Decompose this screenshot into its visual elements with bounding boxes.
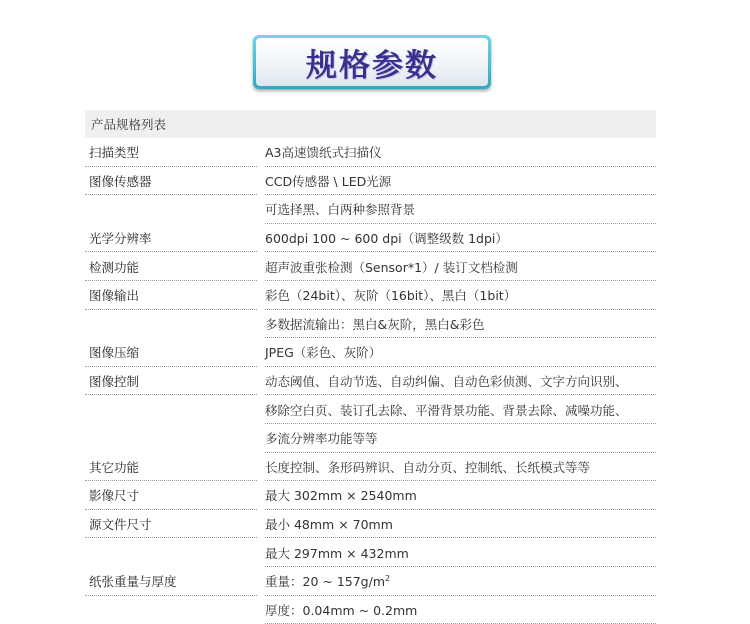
spec-row	[85, 395, 656, 424]
spec-row	[85, 510, 656, 539]
spec-value	[265, 172, 656, 190]
spec-row	[85, 596, 656, 624]
spec-value-text: 重量：20 ~ 157g/m	[265, 574, 386, 590]
spec-row	[85, 453, 656, 482]
spec-value-text: 最大 302mm × 2540mm	[265, 488, 417, 504]
spec-label: 其它功能	[89, 459, 140, 475]
spec-row	[85, 538, 656, 567]
spec-value-text: A3高速馈纸式扫描仪	[265, 145, 382, 161]
spec-row	[85, 424, 656, 453]
spec-label: 检测功能	[89, 259, 140, 275]
spec-label: 图像输出	[89, 288, 140, 304]
spec-row	[85, 338, 656, 367]
spec-row	[85, 567, 656, 596]
spec-value	[265, 315, 656, 333]
spec-label: 图像传感器	[89, 173, 152, 189]
spec-row	[85, 367, 656, 396]
spec-value-text: CCD传感器 \ LED光源	[265, 173, 392, 189]
spec-value	[265, 229, 656, 247]
spec-label: 影像尺寸	[89, 488, 140, 504]
spec-row	[85, 281, 656, 310]
spec-label: 图像控制	[89, 374, 140, 390]
spec-table	[85, 110, 656, 624]
spec-label: 扫描类型	[89, 145, 140, 161]
spec-value	[265, 572, 656, 590]
spec-value	[265, 372, 656, 390]
spec-label: 纸张重量与厚度	[89, 574, 177, 590]
spec-rows	[85, 138, 656, 624]
spec-value	[265, 544, 656, 562]
spec-row	[85, 252, 656, 281]
spec-value-text: 动态阈值、自动节选、自动纠偏、自动色彩侦测、文字方向识别、	[265, 374, 628, 390]
spec-value	[265, 343, 656, 361]
table-header: 产品规格列表	[85, 110, 656, 138]
spec-value	[265, 429, 656, 447]
spec-row	[85, 195, 656, 224]
spec-value-text: 多流分辨率功能等等	[265, 431, 378, 447]
spec-value	[265, 486, 656, 504]
spec-value-text: 长度控制、条形码辨识、自动分页、控制纸、长纸模式等等	[265, 459, 591, 475]
spec-value-text: 最小 48mm × 70mm	[265, 517, 393, 533]
spec-value-text: 600dpi 100 ~ 600 dpi（调整级数 1dpi）	[265, 231, 508, 247]
spec-value-text: 超声波重张检测（Sensor*1）/ 装订文档检测	[265, 259, 518, 275]
spec-value-text: 移除空白页、装订孔去除、平滑背景功能、背景去除、减噪功能、	[265, 402, 628, 418]
spec-row	[85, 224, 656, 253]
spec-value	[265, 458, 656, 476]
spec-value	[265, 401, 656, 419]
spec-row	[85, 310, 656, 339]
spec-value	[265, 143, 656, 161]
spec-value-text: 多数据流输出：黑白&灰阶，黑白&彩色	[265, 316, 485, 332]
page-title: 规格参数	[306, 47, 438, 84]
spec-value	[265, 601, 656, 619]
spec-row	[85, 167, 656, 196]
spec-value-text: 彩色（24bit）、灰阶（16bit）、黑白（1bit）	[265, 288, 517, 304]
spec-label: 图像压缩	[89, 345, 140, 361]
spec-label: 光学分辨率	[89, 231, 152, 247]
spec-value-text: 可选择黑、白两种参照背景	[265, 202, 416, 218]
spec-value-text: 厚度：0.04mm ~ 0.2mm	[265, 602, 418, 618]
title-banner-inner	[256, 38, 488, 86]
spec-label: 源文件尺寸	[89, 517, 152, 533]
title-banner	[253, 35, 491, 89]
spec-value-superscript: 2	[385, 574, 391, 584]
spec-row	[85, 481, 656, 510]
spec-value	[265, 515, 656, 533]
spec-value	[265, 200, 656, 218]
spec-value	[265, 258, 656, 276]
spec-value	[265, 286, 656, 304]
spec-value-text: JPEG（彩色、灰阶）	[265, 345, 382, 361]
spec-row	[85, 138, 656, 167]
spec-value-text: 最大 297mm × 432mm	[265, 545, 409, 561]
